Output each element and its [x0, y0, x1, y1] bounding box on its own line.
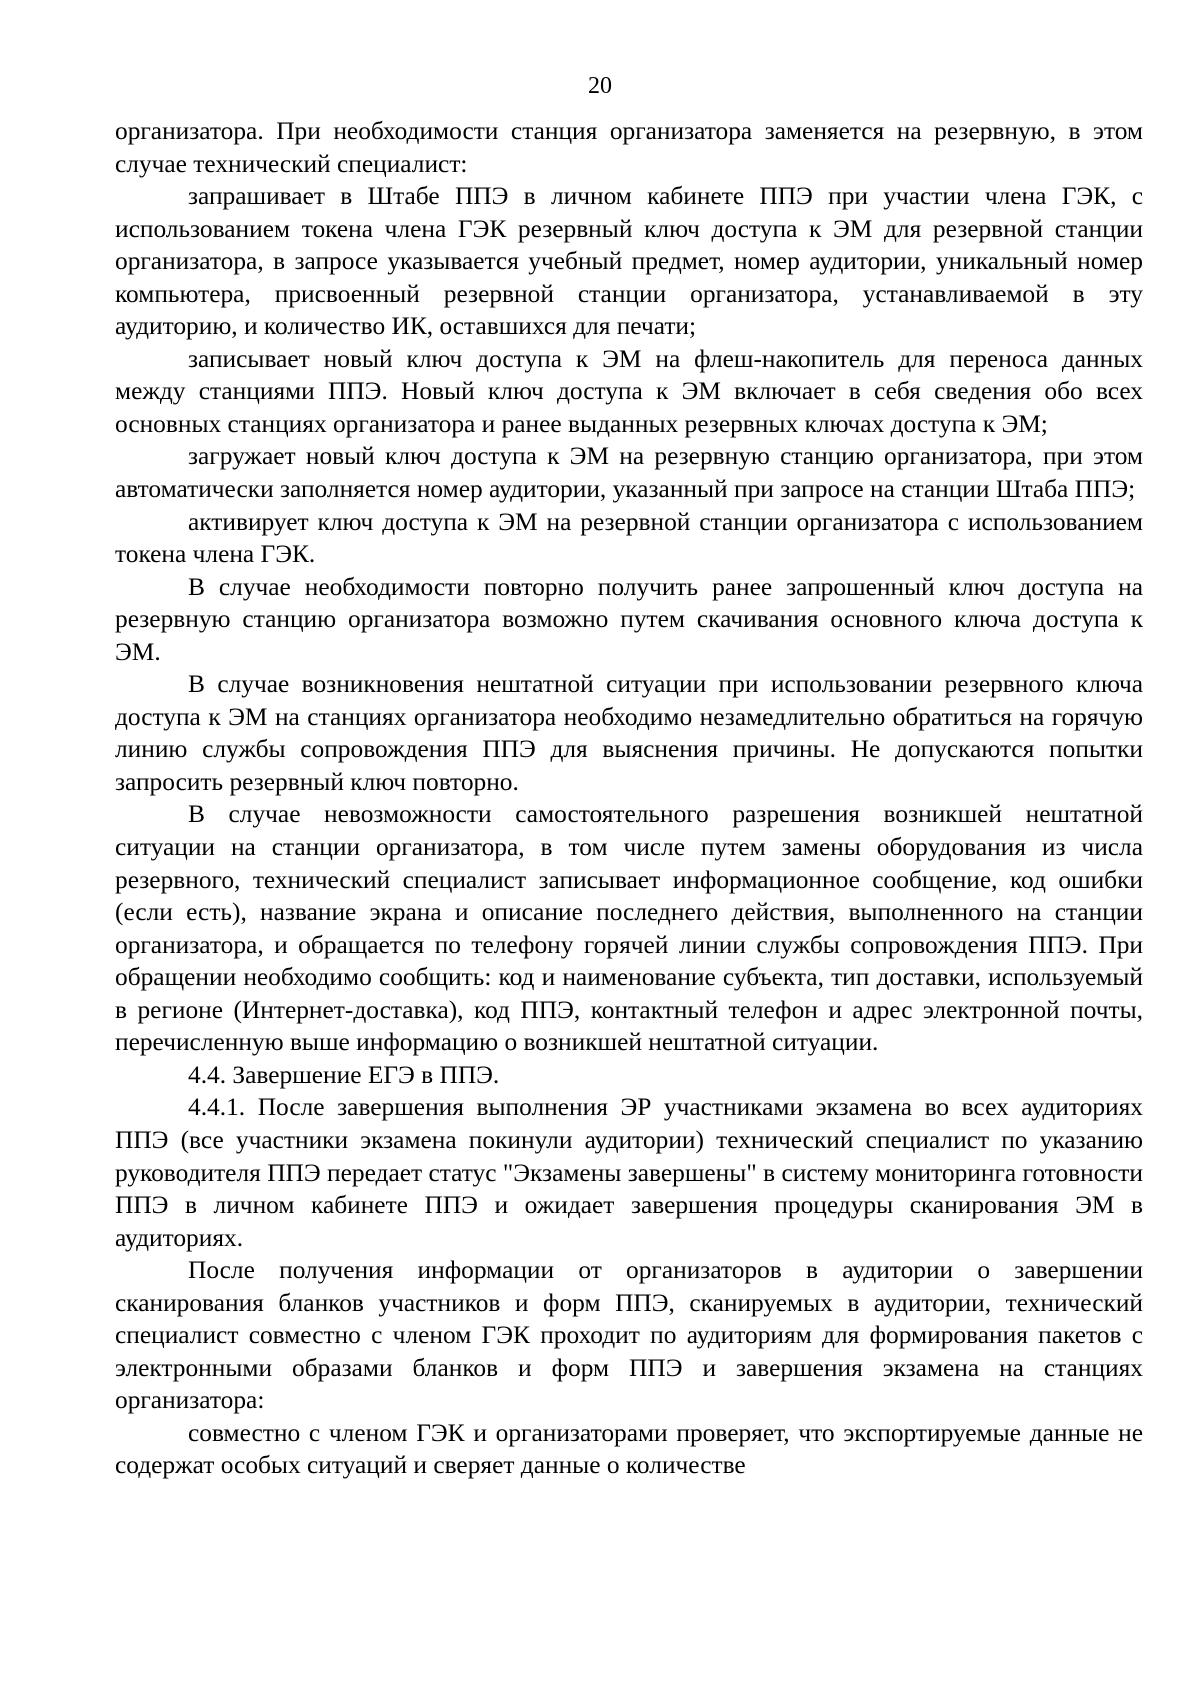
paragraph: записывает новый ключ доступа к ЭМ на флеш-накопитель для переноса данных между станциями ППЭ. Новый ключ доступа к ЭМ включает в себя сведения обо всех основных станциях организатора и ранее выданных резервных ключах доступа к ЭМ; — [115, 344, 1143, 438]
paragraph: В случае невозможности самостоятельного разрешения возникшей нештатной ситуации на станции организатора, в том числе путем замены оборудования из числа резервного, технический специалист записывает информационное сообщение, код ошибки (если есть), название экрана и описание последнего действия, выполненного на станции организатора, и обращается по телефону горячей линии службы сопровождения ППЭ. При обращении необходимо сообщить: код и наименование субъекта, тип доставки, используемый в регионе (Интернет-доставка), код ППЭ, контактный телефон и адрес электронной почты, перечисленную выше информацию о возникшей нештатной ситуации. — [115, 800, 1143, 1057]
paragraph: После получения информации от организаторов в аудитории о завершении сканирования бланков участников и форм ППЭ, сканируемых в аудитории, технический специалист совместно с членом ГЭК проходит по аудиториям для формирования пакетов с электронными образами бланков и форм ППЭ и завершения экзамена на станциях организатора: — [115, 1256, 1143, 1415]
paragraph: В случае возникновения нештатной ситуации при использовании резервного ключа доступа к ЭМ на станциях организатора необходимо незамедлительно обратиться на горячую линию службы сопровождения ППЭ для выяснения причины. Не допускаются попытки запросить резервный ключ повторно. — [115, 670, 1143, 796]
paragraph: 4.4.1. После завершения выполнения ЭР участниками экзамена во всех аудиториях ППЭ (все участники экзамена покинули аудитории) технический специалист по указанию руководителя ППЭ передает статус "Экзамены завершены" в систему мониторинга готовности ППЭ в личном кабинете ППЭ и ожидает завершения процедуры сканирования ЭМ в аудиториях. — [115, 1093, 1143, 1252]
paragraph: запрашивает в Штабе ППЭ в личном кабинете ППЭ при участии члена ГЭК, с использованием токена члена ГЭК резервный ключ доступа к ЭМ для резервной станции организатора, в запросе указывается учебный предмет, номер аудитории, уникальный номер компьютера, присвоенный резервной станции организатора, устанавливаемой в эту аудиторию, и количество ИК, оставшихся для печати; — [115, 182, 1143, 341]
paragraph: загружает новый ключ доступа к ЭМ на резервную станцию организатора, при этом автоматически заполняется номер аудитории, указанный при запросе на станции Штаба ППЭ; — [115, 442, 1143, 504]
paragraph: В случае необходимости повторно получить ранее запрошенный ключ доступа на резервную станцию организатора возможно путем скачивания основного ключа доступа к ЭМ. — [115, 572, 1143, 666]
paragraph: совместно с членом ГЭК и организаторами проверяет, что экспортируемые данные не содержат особых ситуаций и сверяет данные о количестве — [115, 1418, 1143, 1480]
paragraph: организатора. При необходимости станция организатора заменяется на резервную, в этом случае технический специалист: — [115, 117, 1143, 178]
section-heading: 4.4. Завершение ЕГЭ в ППЭ. — [188, 1060, 500, 1089]
document-body — [115, 115, 1143, 1482]
page-number: 20 — [588, 73, 612, 99]
paragraph: активирует ключ доступа к ЭМ на резервной станции организатора с использованием токена члена ГЭК. — [115, 507, 1143, 569]
